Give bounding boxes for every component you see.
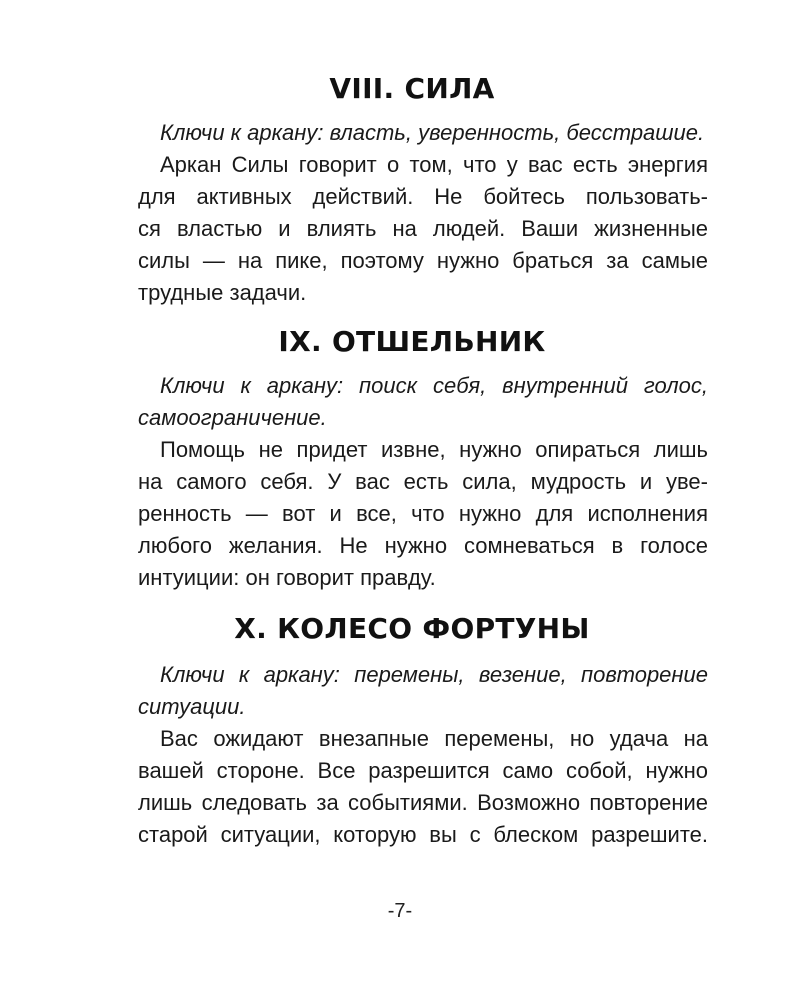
text-line: любого желания. Не нужно сомневаться в голосе: [138, 533, 708, 558]
keys-line: Ключи к аркану: перемены, везение, повторение: [160, 662, 708, 687]
text-line: для активных действий. Не бойтесь пользовать-: [138, 184, 708, 209]
section-title-hermit: IX. ОТШЕЛЬНИК: [278, 325, 546, 358]
text-line: лишь следовать за событиями. Возможно повторение: [138, 790, 708, 815]
arcana-description-strength: [116, 149, 708, 309]
text-line: вашей стороне. Все разрешится само собой, нужно: [138, 758, 708, 783]
text-line: Аркан Силы говорит о том, что у вас есть энергия: [160, 152, 708, 177]
text-line: на самого себя. У вас есть сила, мудрость и уве-: [138, 469, 708, 494]
keys-line: самоограничение.: [138, 405, 327, 430]
text-line: интуиции: он говорит правду.: [138, 565, 436, 590]
keys-line: Ключи к аркану: власть, уверенность, бесстрашие.: [160, 120, 705, 145]
keys-line: ситуации.: [138, 694, 246, 719]
page-number: -7-: [387, 900, 413, 922]
arcana-keys-wheel-of-fortune: [116, 659, 708, 723]
text-line: старой ситуации, которую вы с блеском разрешите.: [138, 822, 708, 847]
keys-line: Ключи к аркану: поиск себя, внутренний голос,: [160, 373, 708, 398]
text-line: трудные задачи.: [138, 280, 307, 305]
text-line: ся властью и влиять на людей. Ваши жизненные: [138, 216, 708, 241]
text-line: Вас ожидают внезапные перемены, но удача на: [160, 726, 708, 751]
arcana-keys-hermit: [116, 370, 708, 434]
text-line: ренность — вот и все, что нужно для исполнения: [138, 501, 708, 526]
text-line: Помощь не придет извне, нужно опираться лишь: [160, 437, 708, 462]
page-content: [116, 62, 708, 851]
section-title-strength: VIII. СИЛА: [329, 72, 495, 105]
section-title-wheel-of-fortune: X. КОЛЕСО ФОРТУНЫ: [234, 612, 590, 645]
arcana-keys-strength: [116, 117, 708, 149]
text-line: силы — на пике, поэтому нужно браться за самые: [138, 248, 708, 273]
arcana-description-hermit: [116, 434, 708, 594]
arcana-description-wheel-of-fortune: [116, 723, 708, 851]
